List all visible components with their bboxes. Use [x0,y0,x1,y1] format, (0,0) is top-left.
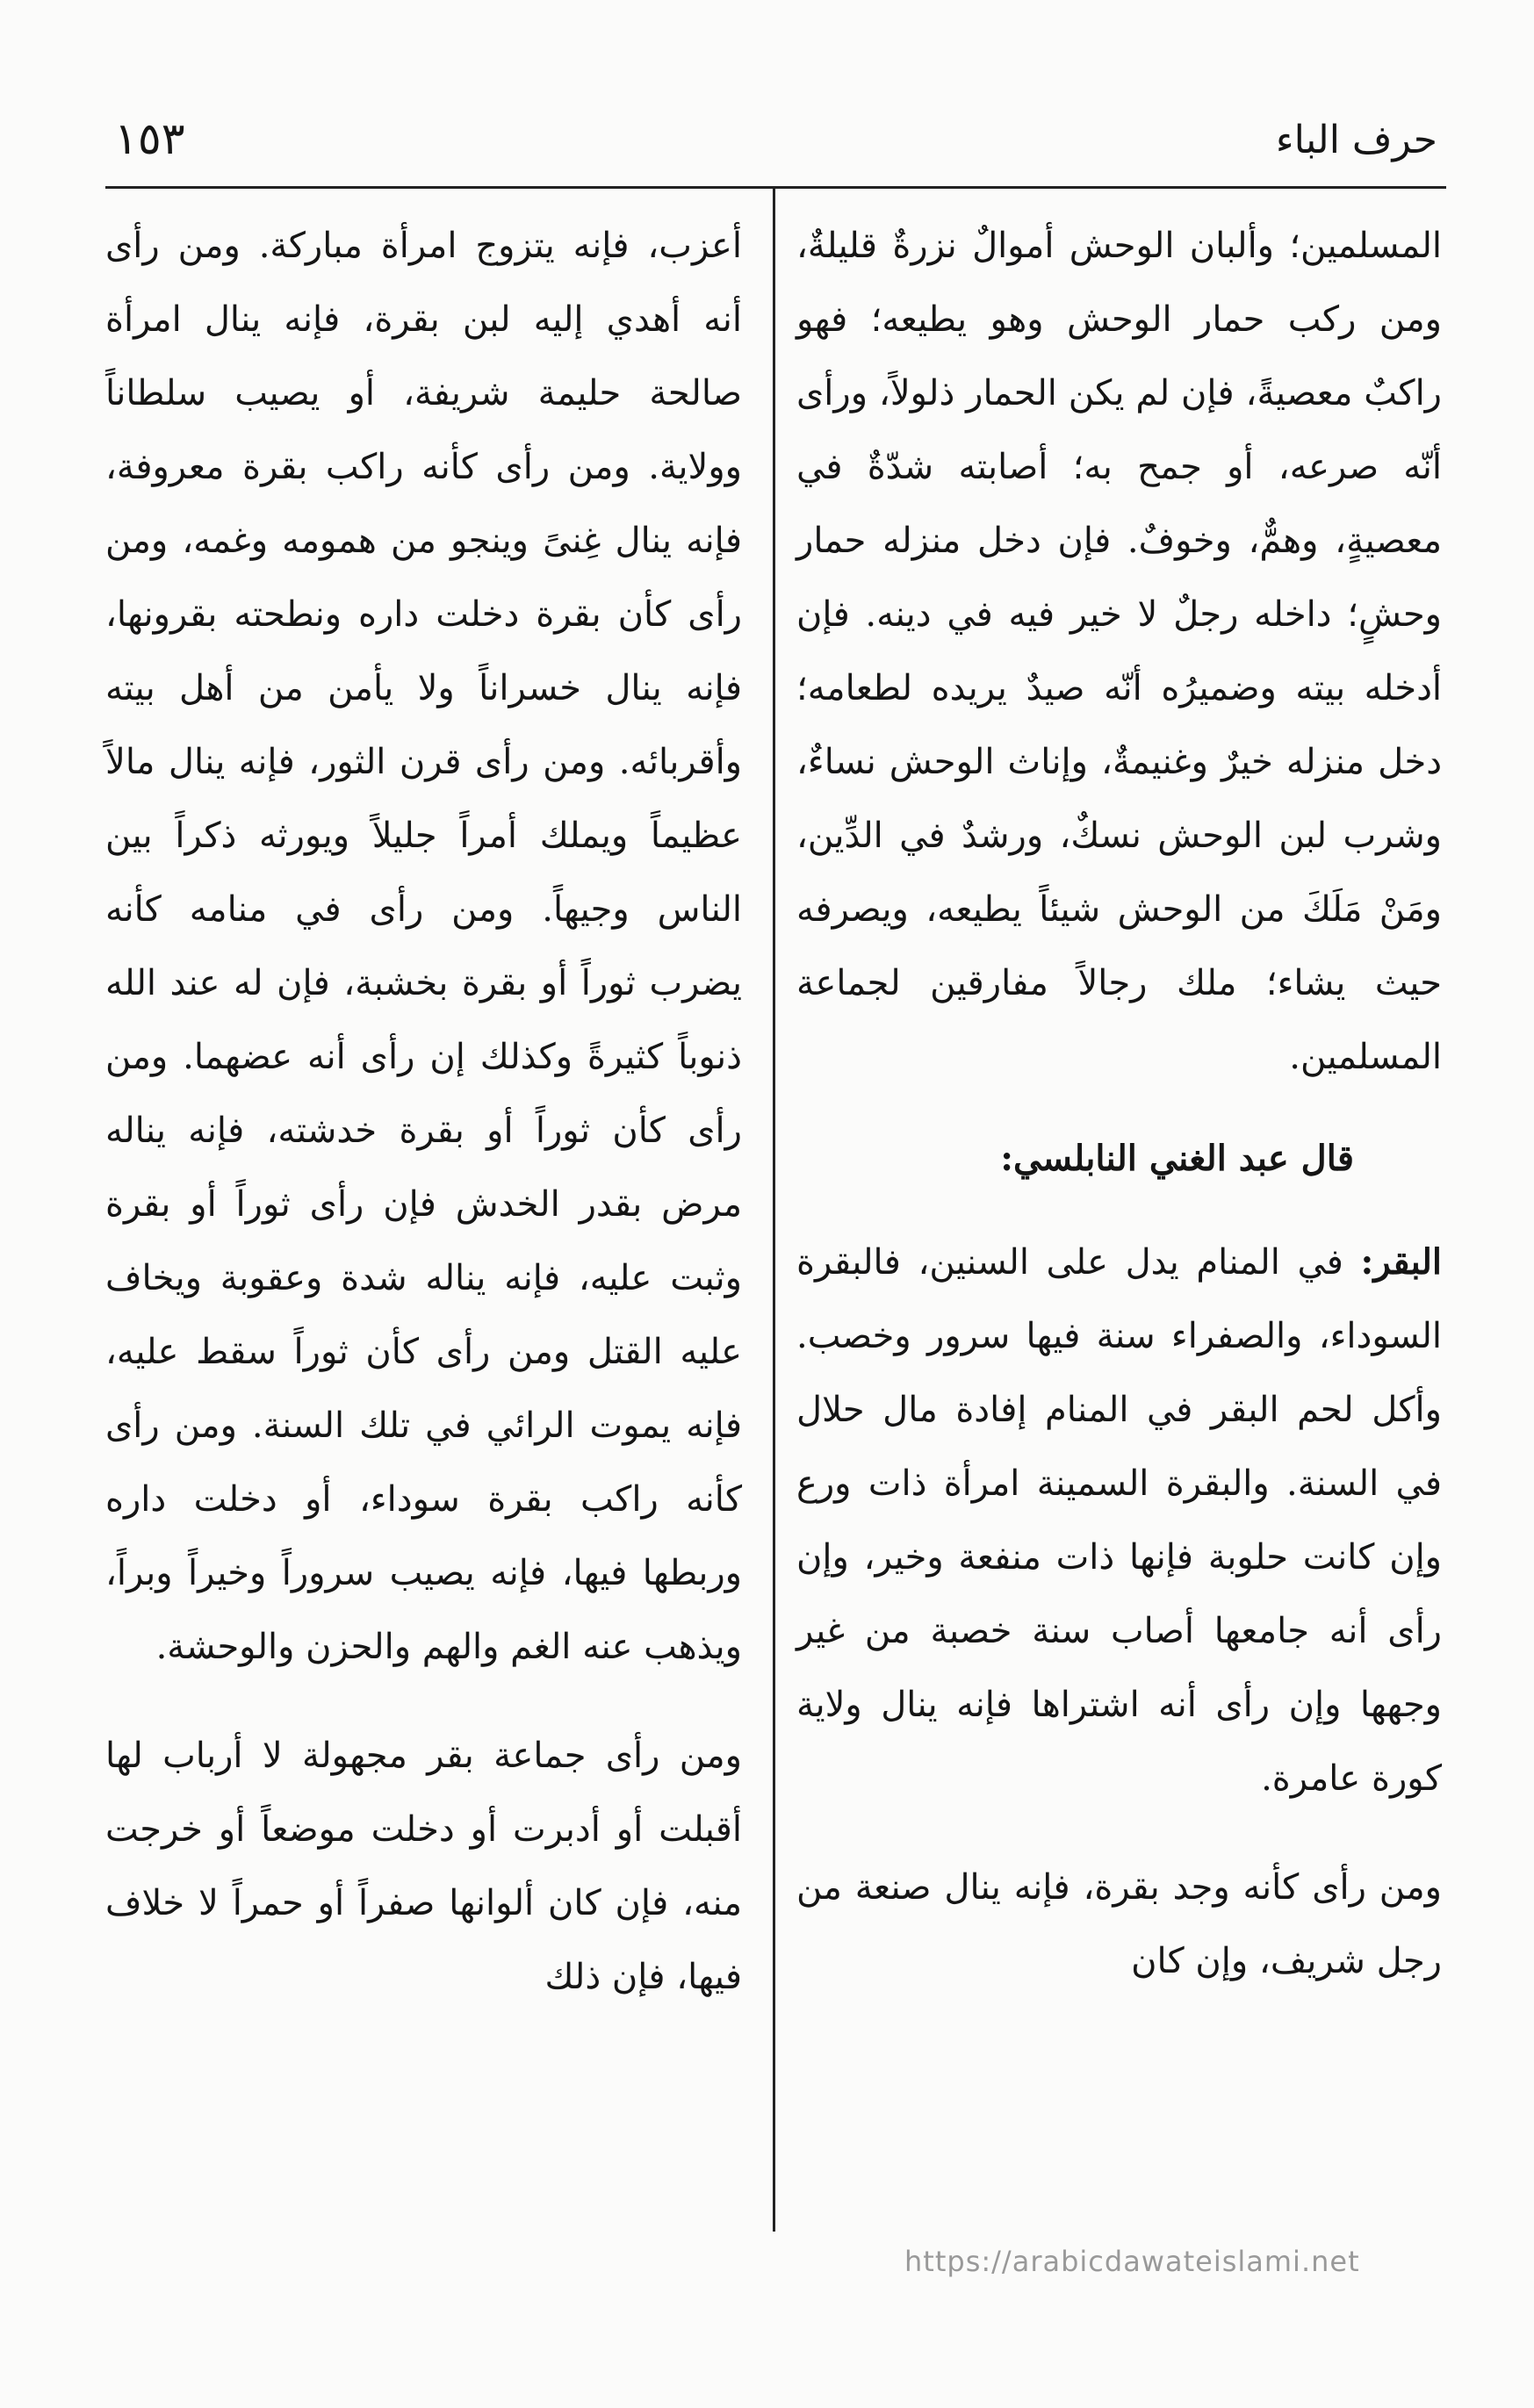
entry-term: البقر: [1360,1241,1442,1283]
watermark-url[interactable]: https://arabicdawateislami.net [904,2245,1360,2278]
page-number: ١٥٣ [114,113,185,164]
entry-text: في المنام يدل على السنين، فالبقرة السوداء، والصفراء سنة فيها سرور وخصب. وأكل لحم البقر في المنام إفادة مال حلال في السنة. والبقرة السمينة امرأة ذات ورع وإن كانت حلوبة فإنها ذات منفعة وخير، وإن رأى أنه جامعها أصاب سنة خصبة من غير وجهها وإن رأى أنه اشتراها فإنه ينال ولاية كورة عامرة. [796,1242,1442,1799]
section-heading: قال عبد الغني النابلسي: [1000,1138,1354,1179]
left-column [105,209,742,2014]
paragraph: المسلمين؛ وألبان الوحش أموالٌ نزرةٌ قليلةٌ، ومن ركب حمار الوحش وهو يطيعه؛ فهو راكبٌ معصيةً، فإن لم يكن الحمار ذلولاً، ورأى أنّه صرعه، أو جمح به؛ أصابته شدّةٌ في معصيةٍ، وهمٌّ، وخوفٌ. فإن دخل منزله حمار وحشٍ؛ داخله رجلٌ لا خير فيه في دينه. فإن أدخله بيته وضميرُه أنّه صيدٌ يريده لطعامه؛ دخل منزله خيرٌ وغنيمةٌ، وإناث الوحش نساءٌ، وشرب لبن الوحش نسكٌ، ورشدٌ في الدِّين، ومَنْ مَلَكَ من الوحش شيئاً يطيعه، ويصرفه حيث يشاء؛ ملك رجالاً مفارقين لجماعة المسلمين. [796,226,1442,1077]
column-divider [773,186,775,2232]
paragraph: ومن رأى جماعة بقر مجهولة لا أرباب لها أقبلت أو أدبرت أو دخلت موضعاً أو خرجت منه، فإن كان ألوانها صفراً أو حمراً لا خلاف فيها، فإن ذلك [105,1736,742,1997]
right-column [796,209,1442,1998]
paragraph [796,1226,1442,1815]
paragraph: ومن رأى كأنه وجد بقرة، فإنه ينال صنعة من رجل شريف، وإن كان [796,1867,1442,1981]
paragraph: أعزب، فإنه يتزوج امرأة مباركة. ومن رأى أنه أهدي إليه لبن بقرة، فإنه ينال امرأة صالحة حليمة شريفة، أو يصيب سلطاناً وولاية. ومن رأى كأنه راكب بقرة معروفة، فإنه ينال غِنىً وينجو من همومه وغمه، ومن رأى كأن بقرة دخلت داره ونطحته بقرونها، فإنه ينال خسراناً ولا يأمن من أهل بيته وأقربائه. ومن رأى قرن الثور، فإنه ينال مالاً عظيماً ويملك أمراً جليلاً ويورثه ذكراً بين الناس وجيهاً. ومن رأى في منامه كأنه يضرب ثوراً أو بقرة بخشبة، فإن له عند الله ذنوباً كثيرةً وكذلك إن رأى أنه عضهما. ومن رأى كأن ثوراً أو بقرة خدشته، فإنه يناله مرض بقدر الخدش فإن رأى ثوراً أو بقرة وثبت عليه، فإنه يناله شدة وعقوبة ويخاف عليه القتل ومن رأى كأن ثوراً سقط عليه، فإنه يموت الرائي في تلك السنة. ومن رأى كأنه راكب بقرة سوداء، أو دخلت داره وربطها فيها، فإنه يصيب سروراً وخيراً وبراً، ويذهب عنه الغم والهم والحزن والوحشة. [105,226,742,1667]
header-rule [105,186,1446,189]
chapter-title: حرف الباء [1275,118,1437,162]
